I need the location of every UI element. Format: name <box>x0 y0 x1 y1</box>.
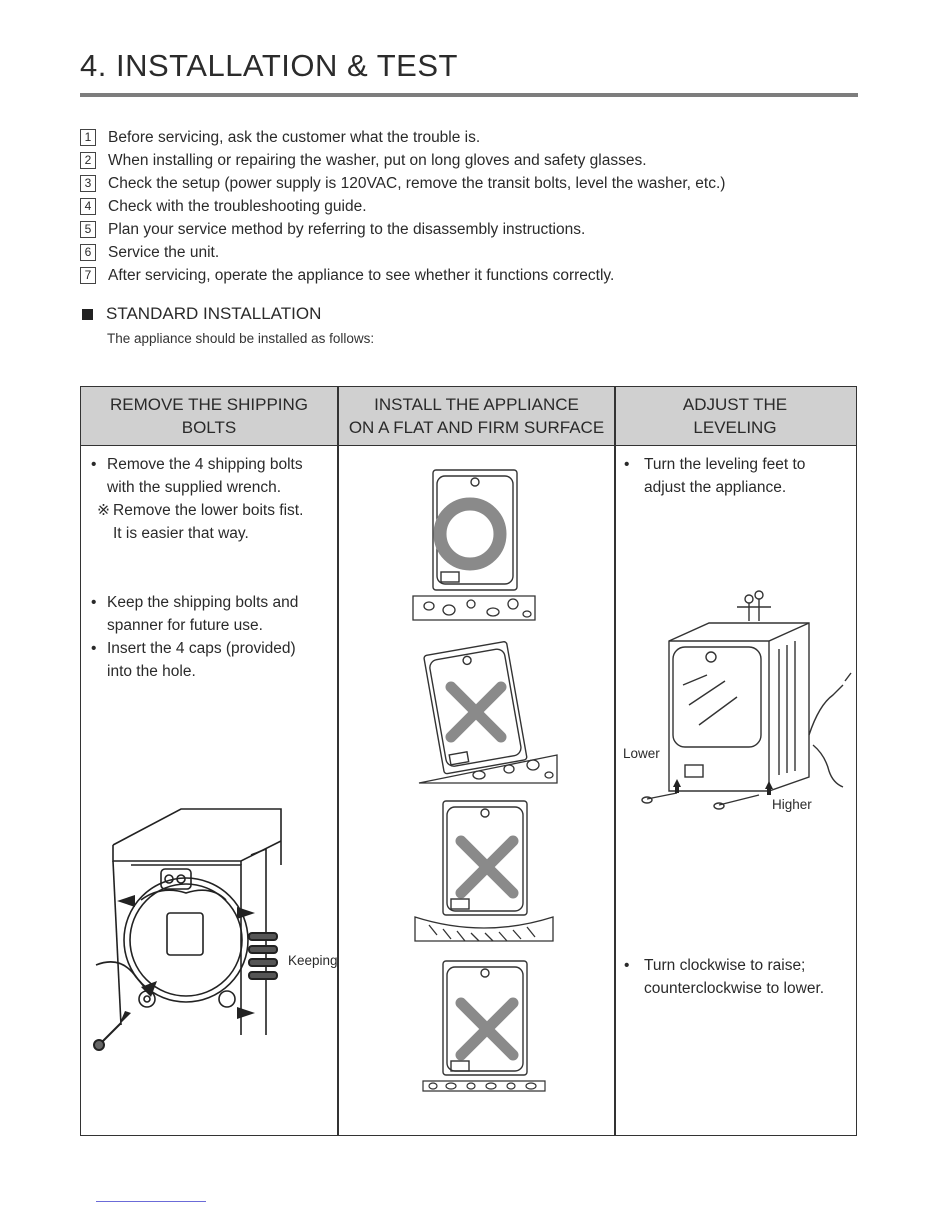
header-cell <box>81 387 337 444</box>
step-number: 1 <box>80 129 96 146</box>
step-text: Check the setup (power supply is 120VAC, remove the transit bolts, level the washer, etc.) <box>108 174 726 192</box>
text-line: spanner for future use. <box>107 617 263 634</box>
step-number: 7 <box>80 267 96 284</box>
list-item <box>80 241 860 264</box>
bullet-dot: • <box>91 640 97 657</box>
text-line: Keep the shipping bolts and <box>107 594 299 611</box>
label-keeping: Keeping <box>288 953 338 968</box>
washer-x-curved-icon <box>409 801 559 943</box>
header-cell <box>338 387 615 444</box>
text-line: Remove the 4 shipping bolts <box>107 456 303 473</box>
header-line: LEVELING <box>693 417 777 437</box>
text-line: Turn the leveling feet to <box>644 456 806 473</box>
list-item <box>80 149 860 172</box>
page-title: 4. INSTALLATION & TEST <box>80 48 458 83</box>
washer-x-soft-icon <box>409 961 559 1097</box>
step-number: 6 <box>80 244 96 261</box>
washer-ok-flat-icon <box>409 468 539 623</box>
washer-x-sloped-icon <box>409 645 559 787</box>
step-number: 5 <box>80 221 96 238</box>
section-heading-text: STANDARD INSTALLATION <box>106 304 322 323</box>
list-item <box>80 218 860 241</box>
text-line: with the supplied wrench. <box>107 479 282 496</box>
list-item <box>91 591 336 637</box>
header-line: REMOVE THE SHIPPING <box>109 394 309 414</box>
list-item <box>624 954 856 1000</box>
text-line: adjust the appliance. <box>644 479 787 496</box>
list-item <box>91 453 336 499</box>
washer-back-bolts-icon <box>91 805 336 1055</box>
header-cell <box>615 387 855 444</box>
list-item <box>80 195 860 218</box>
label-higher: Higher <box>772 797 812 812</box>
column-divider <box>614 387 616 1135</box>
note-item <box>91 499 336 545</box>
section-subheading: The appliance should be installed as follows: <box>107 331 375 346</box>
text-line: Insert the 4 caps (provided) <box>107 640 296 657</box>
footer-link-underline <box>96 1201 206 1202</box>
list-item <box>91 637 336 683</box>
text-line: Turn clockwise to raise; <box>644 957 806 974</box>
col1-text <box>91 453 336 683</box>
bullet-dot: • <box>624 957 630 974</box>
title-rule <box>80 93 858 97</box>
bullet-dot: • <box>91 594 97 611</box>
column-divider <box>337 387 339 1135</box>
list-item <box>80 172 860 195</box>
text-line: Remove the lower boits fist. <box>113 502 304 519</box>
header-line: BOLTS <box>181 417 237 437</box>
header-line: ON A FLAT AND FIRM SURFACE <box>348 417 605 437</box>
step-number: 3 <box>80 175 96 192</box>
col3-text-bottom <box>624 954 856 1000</box>
table-header <box>81 387 856 446</box>
header-line: INSTALL THE APPLIANCE <box>374 394 579 414</box>
list-item <box>80 126 860 149</box>
reference-mark: ※ <box>97 502 110 519</box>
step-number: 4 <box>80 198 96 215</box>
step-text: When installing or repairing the washer, put on long gloves and safety glasses. <box>108 151 647 169</box>
label-lower: Lower <box>623 746 660 761</box>
step-text: Plan your service method by referring to the disassembly instructions. <box>108 220 586 238</box>
step-text: Check with the troubleshooting guide. <box>108 197 367 215</box>
header-line: ADJUST THE <box>682 394 788 414</box>
step-text: After servicing, operate the appliance to see whether it functions correctly. <box>108 266 615 284</box>
text-line: into the hole. <box>107 663 196 680</box>
text-line: counterclockwise to lower. <box>644 980 825 997</box>
section-heading <box>82 304 321 324</box>
list-item <box>80 264 860 287</box>
installation-table <box>80 386 857 1136</box>
bullet-dot: • <box>91 456 97 473</box>
step-number: 2 <box>80 152 96 169</box>
square-bullet-icon <box>82 309 93 320</box>
step-text: Before servicing, ask the customer what the trouble is. <box>108 128 481 146</box>
bullet-dot: • <box>624 456 630 473</box>
list-item <box>624 453 854 499</box>
steps-list <box>80 126 860 287</box>
text-line: It is easier that way. <box>113 525 249 542</box>
washer-leveling-icon <box>619 585 855 815</box>
step-text: Service the unit. <box>108 243 220 261</box>
col3-text-top <box>624 453 854 499</box>
